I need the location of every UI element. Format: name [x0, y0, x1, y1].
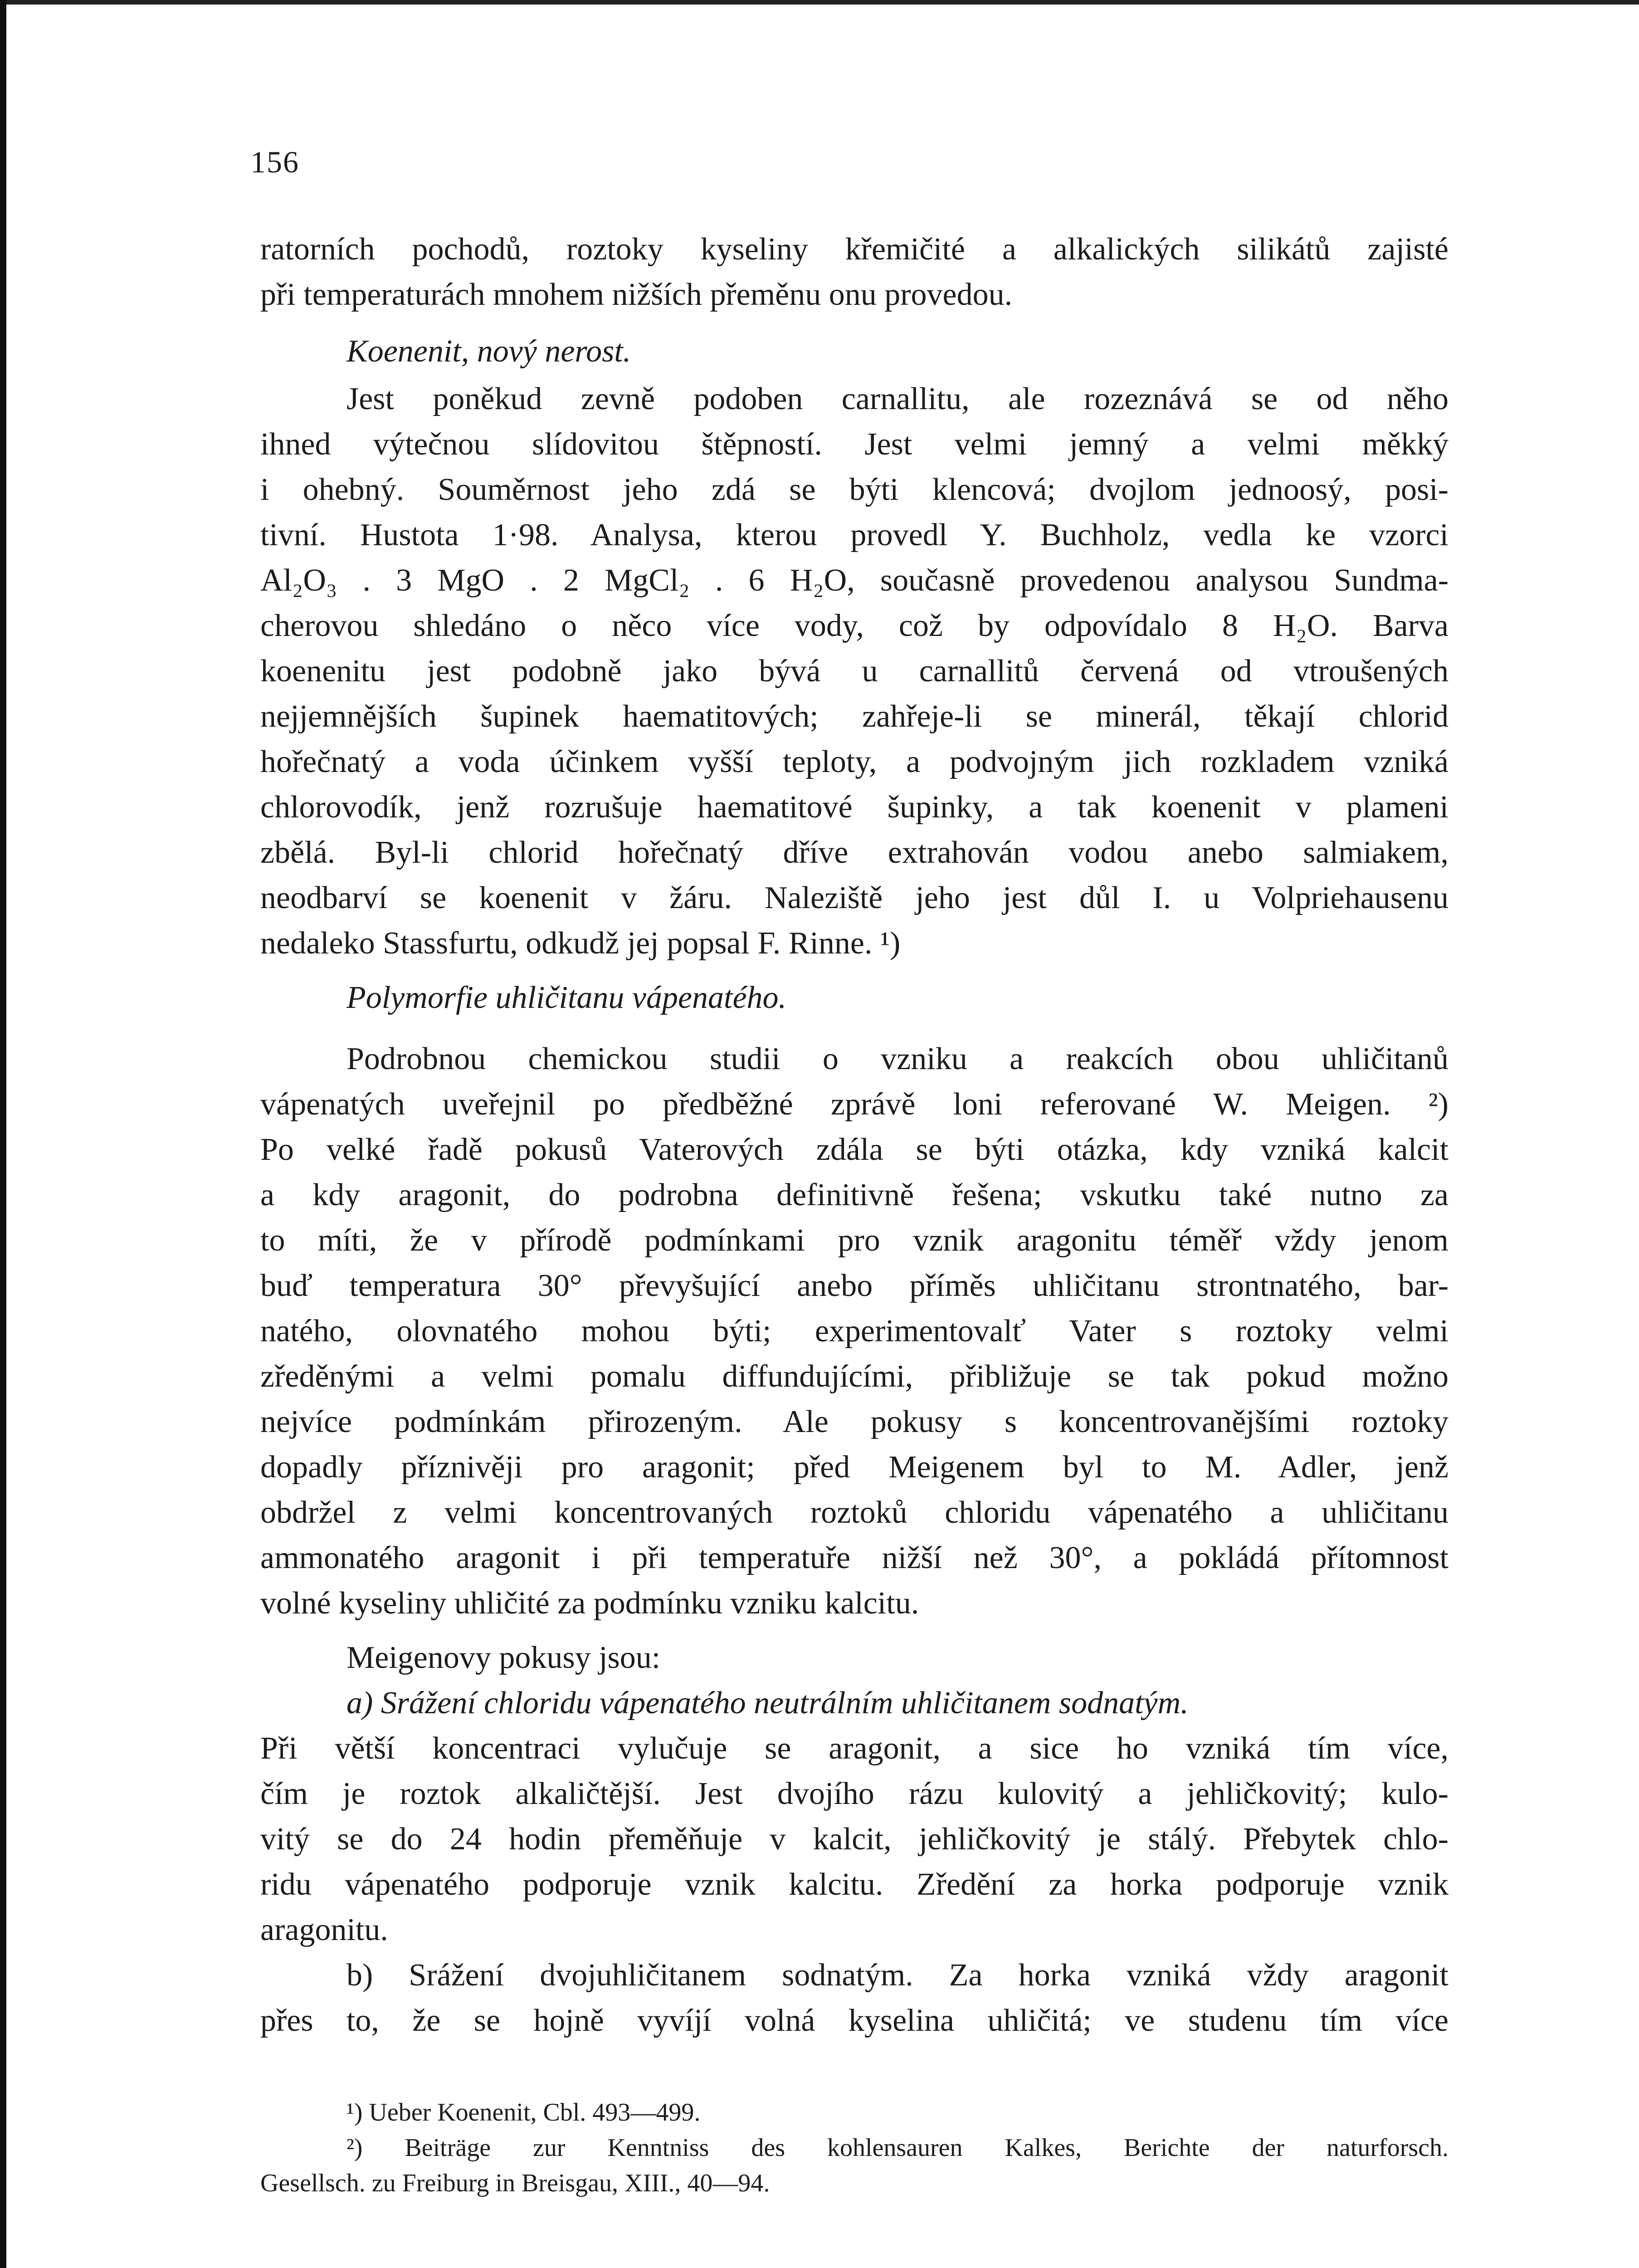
text-line: ihned výtečnou slídovitou štěpností. Jest velmi jemný a velmi měkký [260, 427, 1449, 462]
footnote-2-continued: Gesellsch. zu Freiburg in Breisgau, XIII., 40—94. [260, 2169, 770, 2197]
text-line: koenenitu jest podobně jako bývá u carnallitů červená od vtroušených [260, 654, 1449, 689]
footnote-2: ²) Beiträge zur Kenntniss des kohlensauren Kalkes, Berichte der naturforsch. [346, 2134, 1449, 2162]
scan-edge-left [0, 0, 6, 2268]
text-line: tivní. Hustota 1·98. Analysa, kterou provedl Y. Buchholz, vedla ke vzorci [260, 518, 1449, 552]
footnote-1: ¹) Ueber Koenenit, Cbl. 493—499. [346, 2098, 701, 2126]
text-line: cherovou shledáno o něco více vody, což by odpovídalo 8 H₂O. Barva [260, 608, 1449, 643]
text-line: to míti, že v přírodě podmínkami pro vznik aragonitu téměř vždy jenom [260, 1223, 1449, 1258]
text-line: obdržel z velmi koncentrovaných roztoků chloridu vápenatého a uhličitanu [260, 1495, 1449, 1530]
text-line: čím je roztok alkaličtější. Jest dvojího rázu kulovitý a jehličkovitý; kulo- [260, 1776, 1449, 1811]
text-line: přes to, že se hojně vyvíjí volná kyselina uhličitá; ve studenu tím více [260, 2003, 1449, 2038]
section-heading-polymorfie: Polymorfie uhličitanu vápenatého. [346, 980, 787, 1015]
page-number: 156 [250, 145, 299, 179]
text-line: Po velké řadě pokusů Vaterových zdála se býti otázka, kdy vzniká kalcit [260, 1132, 1449, 1167]
text-line: Při větší koncentraci vylučuje se aragonit, a sice ho vzniká tím více, [260, 1731, 1449, 1766]
text-line: vápenatých uveřejnil po předběžné zprávě loni referované W. Meigen. ²) [260, 1087, 1449, 1122]
text-line: zbělá. Byl-li chlorid hořečnatý dříve extrahován vodou anebo salmiakem, [260, 835, 1449, 870]
text-line: ammonatého aragonit i při temperatuře nižší než 30°, a pokládá přítomnost [260, 1540, 1449, 1575]
scan-edge-top [0, 0, 1639, 5]
subsection-heading-b: b) Srážení dvojuhličitanem sodnatým. Za horka vzniká vždy aragonit [346, 1958, 1449, 1993]
text-line: aragonitu. [260, 1912, 388, 1947]
text-line: natého, olovnatého mohou býti; experimentovalť Vater s roztoky velmi [260, 1314, 1449, 1349]
text-line: vitý se do 24 hodin přeměňuje v kalcit, jehličkovitý je stálý. Přebytek chlo- [260, 1822, 1449, 1857]
text-line: buď temperatura 30° převyšující anebo příměs uhličitanu strontnatého, bar- [260, 1268, 1449, 1303]
text-line: nejvíce podmínkám přirozeným. Ale pokusy s koncentrovanějšími roztoky [260, 1404, 1449, 1439]
text-line: hořečnatý a voda účinkem vyšší teploty, a podvojným jich rozkladem vzniká [260, 744, 1449, 779]
text-line: Al₂O₃ . 3 MgO . 2 MgCl₂ . 6 H₂O, současně provedenou analysou Sundma- [260, 563, 1449, 598]
text-line: chlorovodík, jenž rozrušuje haematitové šupinky, a tak koenenit v plameni [260, 790, 1449, 825]
text-line: a kdy aragonit, do podrobna definitivně řešena; vskutku také nutno za [260, 1178, 1449, 1212]
text-line: neodbarví se koenenit v žáru. Naleziště jeho jest důl I. u Volpriehausenu [260, 880, 1449, 915]
text-line: Jest poněkud zevně podoben carnallitu, ale rozeznává se od něho [346, 381, 1449, 416]
text-line: ratorních pochodů, roztoky kyseliny křemičité a alkalických silikátů zajisté [260, 232, 1449, 267]
section-heading-koenenit: Koenenit, nový nerost. [346, 334, 631, 369]
subsection-heading-a: a) Srážení chloridu vápenatého neutrálním uhličitanem sodnatým. [346, 1686, 1189, 1721]
text-line: při temperaturách mnohem nižších přeměnu onu provedou. [260, 277, 1013, 312]
text-line: volné kyseliny uhličité za podmínku vzniku kalcitu. [260, 1586, 919, 1621]
text-line: nejjemnějších šupinek haematitových; zahřeje-li se minerál, těkají chlorid [260, 699, 1449, 734]
text-line: zředěnými a velmi pomalu diffundujícími, přibližuje se tak pokud možno [260, 1359, 1449, 1394]
text-line: nedaleko Stassfurtu, odkudž jej popsal F. Rinne. ¹) [260, 926, 901, 961]
text-line: ridu vápenatého podporuje vznik kalcitu. Zředění za horka podporuje vznik [260, 1867, 1449, 1902]
text-line: i ohebný. Souměrnost jeho zdá se býti klencová; dvojlom jednoosý, posi- [260, 472, 1449, 507]
text-line: Podrobnou chemickou studii o vzniku a reakcích obou uhličitanů [346, 1041, 1449, 1076]
text-line: dopadly příznivěji pro aragonit; před Meigenem byl to M. Adler, jenž [260, 1450, 1449, 1485]
text-line: Meigenovy pokusy jsou: [346, 1640, 661, 1675]
